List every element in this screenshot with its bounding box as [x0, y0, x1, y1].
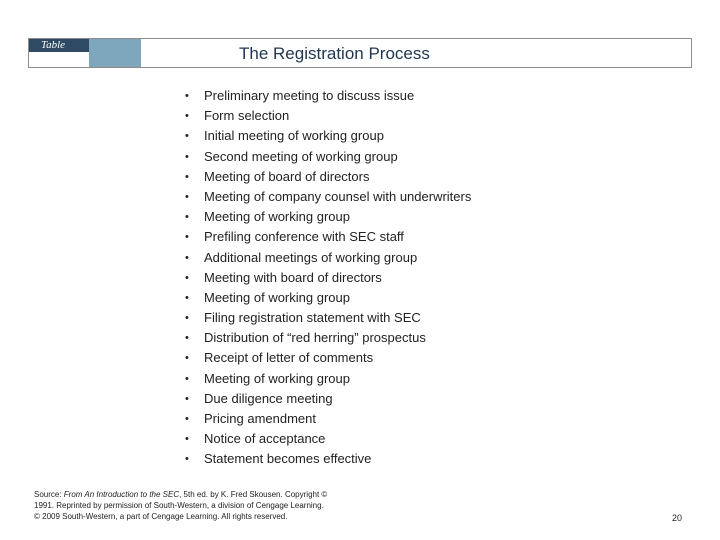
bullet-icon: • — [185, 211, 189, 224]
bullet-icon: • — [185, 453, 189, 466]
list-item-text: Meeting of working group — [204, 209, 350, 225]
source-line — [34, 489, 327, 500]
copyright-line: © 2009 South-Western, a part of Cengage Learning. All rights reserved. — [34, 512, 288, 521]
bullet-icon: • — [185, 312, 189, 325]
bullet-icon: • — [185, 110, 189, 123]
bullet-icon: • — [185, 170, 189, 183]
list-item-text: Second meeting of working group — [204, 148, 398, 164]
list-item-text: Preliminary meeting to discuss issue — [204, 88, 415, 103]
list-item-text: Meeting of board of directors — [204, 168, 370, 184]
table-label: Table — [29, 39, 89, 52]
bullet-icon: • — [185, 352, 189, 365]
bullet-icon: • — [185, 271, 189, 284]
list-item-text: Distribution of “red herring” prospectus — [204, 330, 426, 346]
bullet-icon: • — [185, 251, 189, 264]
list-item-text: Additional meetings of working group — [204, 249, 418, 265]
list-item-text: Statement becomes effective — [204, 451, 372, 467]
list-item-text: Initial meeting of working group — [204, 128, 384, 144]
bullet-icon: • — [185, 291, 189, 304]
bullet-icon: • — [185, 231, 189, 244]
list-item-text: Form selection — [204, 108, 290, 124]
bullet-icon: • — [185, 433, 189, 446]
list-item-text: Pricing amendment — [204, 411, 316, 426]
list-item-text: Prefiling conference with SEC staff — [204, 229, 404, 245]
list-item-text: Meeting of working group — [204, 370, 350, 386]
source-rest: , 5th ed. by K. Fred Skousen. Copyright © — [179, 490, 328, 499]
list-item-text: Meeting with board of directors — [204, 269, 382, 285]
list-item-text: Notice of acceptance — [204, 431, 326, 447]
bullet-icon: • — [185, 392, 189, 405]
bullet-icon: • — [185, 372, 189, 385]
permission-line: 1991. Reprinted by permission of South-Western, a division of Cengage Learning. — [34, 501, 324, 510]
source-title: From An Introduction to the SEC — [63, 490, 180, 499]
list-item-text: Due diligence meeting — [204, 390, 333, 406]
bullet-icon: • — [185, 190, 189, 203]
page-number: 20 — [671, 513, 682, 523]
source-prefix: Source: — [34, 490, 64, 499]
bullet-icon: • — [185, 90, 189, 102]
page-title: The Registration Process — [239, 44, 430, 63]
list-item-text: Meeting of working group — [204, 289, 350, 305]
bullet-icon: • — [185, 332, 189, 345]
list-item-text: Filing registration statement with SEC — [204, 310, 421, 326]
list-item-text: Receipt of letter of comments — [204, 350, 374, 366]
source-footer — [34, 489, 327, 522]
list-item-text: Meeting of company counsel with underwriters — [204, 188, 472, 204]
bullet-icon: • — [185, 413, 189, 425]
header-bar — [28, 38, 692, 68]
accent-block — [89, 39, 141, 67]
bullet-icon: • — [185, 150, 189, 163]
bullet-icon: • — [185, 130, 189, 143]
